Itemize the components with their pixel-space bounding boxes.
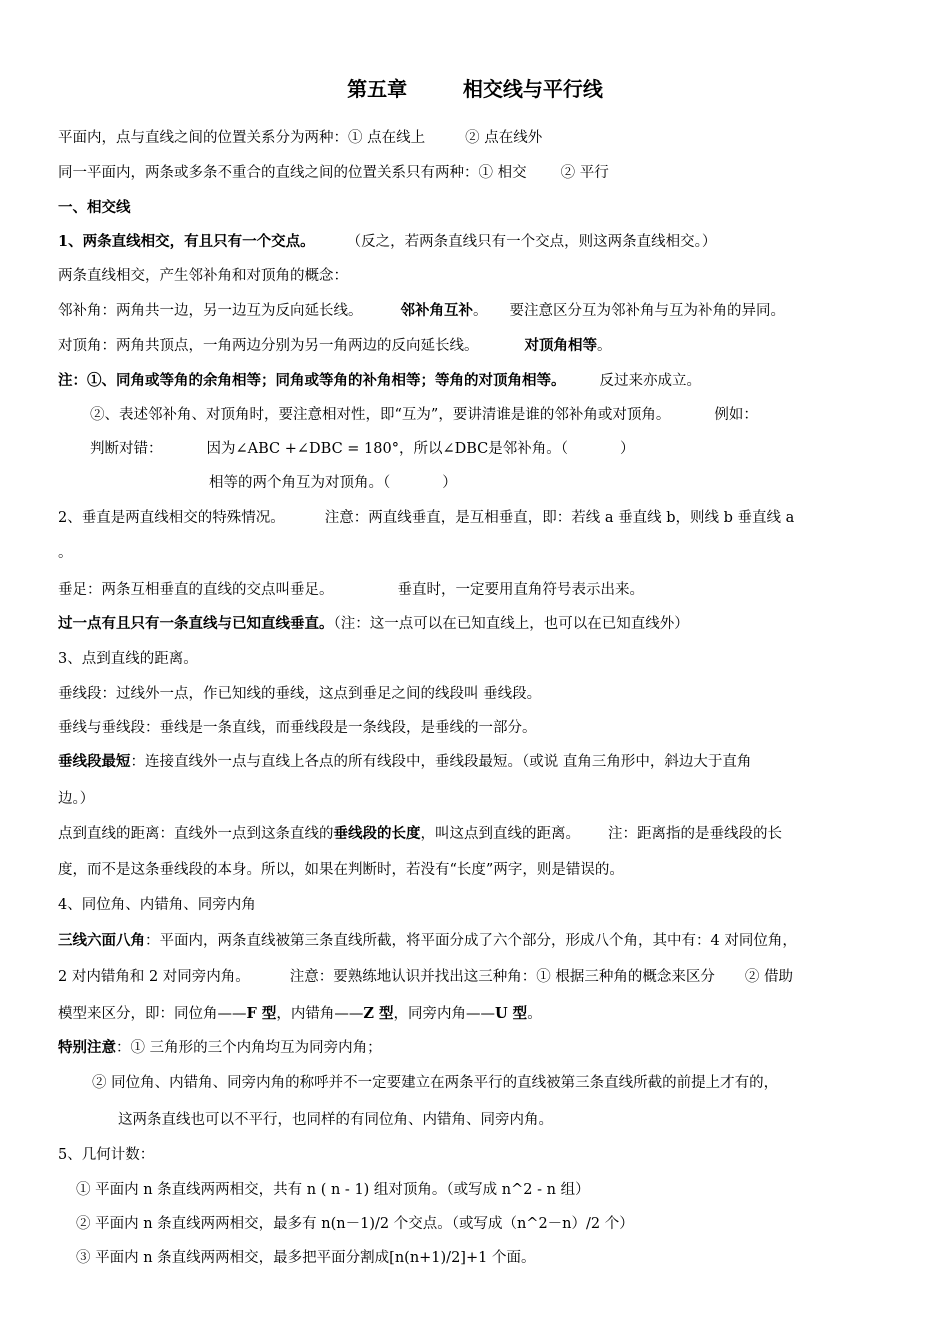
- paragraph: [58, 301, 785, 321]
- paragraph: [58, 752, 751, 772]
- text: ）: [620, 441, 635, 457]
- paragraph: [58, 614, 689, 634]
- paragraph: 3、点到直线的距离。: [58, 651, 198, 667]
- text: ：连接直线外一点与直线上各点的所有线段中，垂线段最短。（或说 直角三角形中，斜边大于直角: [130, 754, 752, 770]
- text: 点到直线的距离：直线外一点到这条直线的: [58, 826, 334, 842]
- paragraph: [58, 931, 797, 951]
- text: 。: [527, 1006, 542, 1022]
- paragraph: [58, 1038, 382, 1058]
- bold-text: 垂线段最短: [58, 753, 131, 770]
- text: 注意：两直线垂直，是互相垂直，即：若线 a 垂直线 b，则线 b 垂直线 a: [324, 510, 795, 526]
- paragraph: 。: [58, 545, 73, 561]
- section-heading: 一、相交线: [58, 199, 131, 216]
- text: 2 对内错角和 2 对同旁内角。: [58, 969, 250, 985]
- text: 要注意区分互为邻补角与互为补角的异同。: [509, 303, 785, 319]
- bold-text: 过一点有且只有一条直线与已知直线垂直。: [58, 615, 334, 632]
- text: 2、垂直是两直线相交的特殊情况。: [58, 510, 285, 526]
- paragraph: [58, 824, 782, 844]
- text: 注意：要熟练地认识并找出这三种角：① 根据三种角的概念来区分: [289, 969, 715, 985]
- text: ② 点在线外: [465, 130, 543, 146]
- paragraph: 4、同位角、内错角、同旁内角: [58, 897, 256, 913]
- page-title: 第五章 相交线与平行线: [347, 77, 603, 101]
- text: 判断对错：: [90, 441, 163, 457]
- text: （反之，若两条直线只有一个交点，则这两条直线相交。）: [346, 234, 717, 250]
- paragraph: 这两条直线也可以不平行，也同样的有同位角、内错角、同旁内角。: [118, 1112, 553, 1128]
- text: 相等的两个角互为对顶角。（: [209, 475, 391, 491]
- intro-line-2: [58, 163, 609, 183]
- text: 注：距离指的是垂线段的长: [608, 826, 782, 842]
- paragraph: [58, 232, 716, 252]
- paragraph: [58, 508, 794, 528]
- text: 因为∠ABC +∠DBC = 180°，所以∠DBC是邻补角。（: [206, 441, 569, 457]
- text: 邻补角：两角共一边，另一边互为反向延长线。: [58, 303, 363, 319]
- paragraph: [58, 580, 644, 600]
- list-item: ② 平面内 n 条直线两两相交，最多有 n(n－1)/2 个交点。（或写成（n^2－n）/2 个）: [76, 1216, 634, 1232]
- bold-text: 邻补角互补: [400, 302, 473, 319]
- list-item: ① 平面内 n 条直线两两相交，共有 n ( n - 1) 组对顶角。（或写成 n^2 - n 组）: [76, 1182, 590, 1198]
- paragraph: 两条直线相交，产生邻补角和对顶角的概念：: [58, 268, 348, 284]
- bold-text: 对顶角相等: [524, 337, 597, 354]
- paragraph: [90, 405, 758, 425]
- paragraph: [58, 967, 793, 987]
- paragraph: 5、几何计数：: [58, 1147, 155, 1163]
- text: ：平面内，两条直线被第三条直线所截，将平面分成了六个部分，形成八个角，其中有：4 对同位角，: [145, 933, 797, 949]
- paragraph: 垂线段：过线外一点，作已知线的垂线，这点到垂足之间的线段叫 垂线段。: [58, 686, 542, 702]
- text: 。: [473, 303, 488, 319]
- text: ，叫这点到直线的距离。: [420, 826, 580, 842]
- bold-text: 垂线段的长度: [333, 825, 421, 842]
- paragraph: [58, 336, 612, 356]
- text: 模型来区分，即：同位角——: [58, 1006, 247, 1022]
- text: ② 借助: [744, 969, 793, 985]
- bold-text: Z 型: [363, 1005, 394, 1022]
- bold-text: F 型: [246, 1005, 277, 1022]
- text: ② 平行: [560, 165, 609, 181]
- bold-text: 三线六面八角: [58, 932, 145, 949]
- text: ）: [442, 475, 457, 491]
- bold-text: U 型: [494, 1005, 528, 1022]
- text: ，同旁内角——: [393, 1006, 495, 1022]
- paragraph: 垂线与垂线段：垂线是一条直线，而垂线段是一条线段，是垂线的一部分。: [58, 720, 537, 736]
- paragraph: [58, 1004, 542, 1024]
- paragraph: ② 同位角、内错角、同旁内角的称呼并不一定要建立在两条平行的直线被第三条直线所截的前提上才有的，: [92, 1075, 779, 1091]
- paragraph: [209, 473, 457, 493]
- text: 。: [597, 338, 612, 354]
- paragraph: [58, 371, 701, 391]
- text: 例如：: [714, 407, 758, 423]
- text: 同一平面内，两条或多条不重合的直线之间的位置关系只有两种：① 相交: [58, 165, 527, 181]
- paragraph: [90, 439, 635, 459]
- text: ，内错角——: [276, 1006, 364, 1022]
- text: 对顶角：两角共顶点，一角两边分别为另一角两边的反向延长线。: [58, 338, 479, 354]
- text: ②、表述邻补角、对顶角时，要注意相对性，即“互为”，要讲清谁是谁的邻补角或对顶角。: [90, 407, 671, 423]
- text: ：① 三角形的三个内角均互为同旁内角；: [116, 1040, 382, 1056]
- paragraph: 边。）: [58, 791, 95, 807]
- intro-line-1: [58, 128, 542, 148]
- bold-text: 特别注意: [58, 1039, 116, 1056]
- paragraph: 度，而不是这条垂线段的本身。所以，如果在判断时，若没有“长度”两字，则是错误的。: [58, 862, 624, 878]
- text: 反过来亦成立。: [599, 373, 701, 389]
- bold-text: 1、两条直线相交，有且只有一个交点。: [58, 233, 315, 250]
- bold-text: 注：①、同角或等角的余角相等；同角或等角的补角相等；等角的对顶角相等。: [58, 372, 566, 389]
- text: 垂直时，一定要用直角符号表示出来。: [397, 582, 644, 598]
- text: （注：这一点可以在已知直线上，也可以在已知直线外）: [333, 616, 689, 632]
- list-item: ③ 平面内 n 条直线两两相交，最多把平面分割成[n(n+1)/2]+1 个面。: [76, 1250, 536, 1266]
- text: 平面内，点与直线之间的位置关系分为两种：① 点在线上: [58, 130, 426, 146]
- text: 垂足：两条互相垂直的直线的交点叫垂足。: [58, 582, 334, 598]
